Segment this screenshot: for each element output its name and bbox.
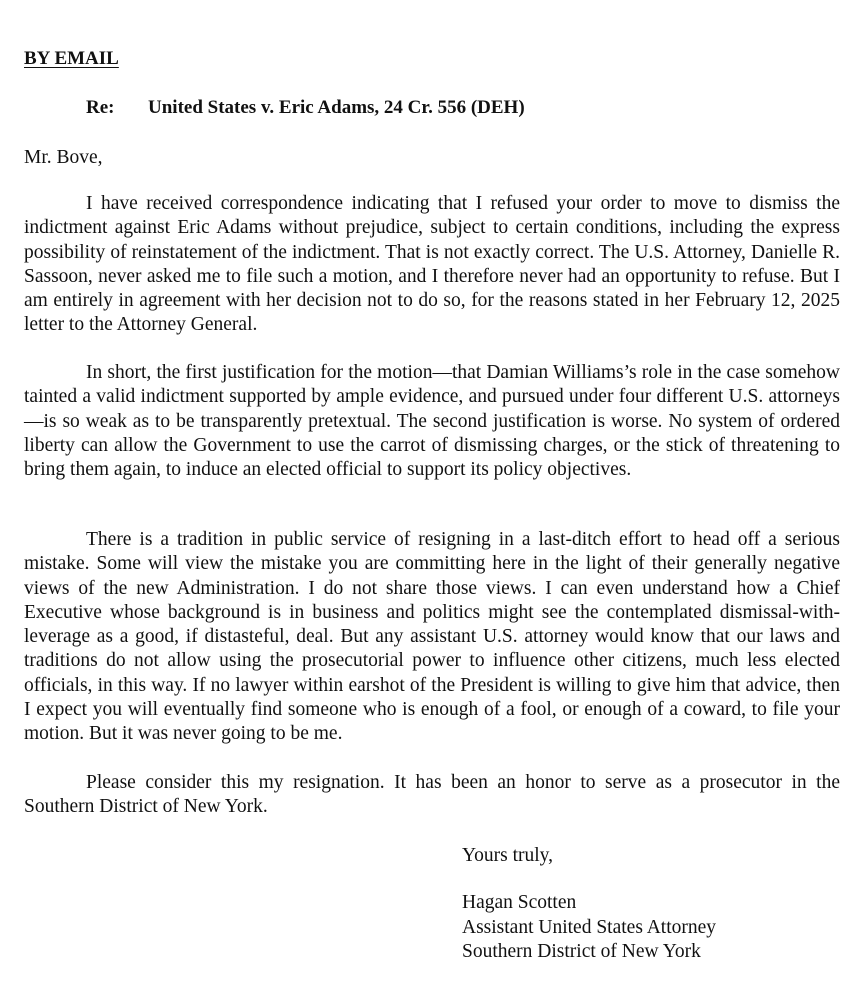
signer-office: Southern District of New York <box>462 941 701 962</box>
signer-name: Hagan Scotten <box>462 892 577 913</box>
body-paragraph-4: Please consider this my resignation. It has been an honor to serve as a prosecutor in the Southern District of New York. <box>24 772 840 818</box>
closing: Yours truly, <box>462 845 554 866</box>
signer-title: Assistant United States Attorney <box>462 916 717 938</box>
body-paragraph-1: I have received correspondence indicating that I refused your order to move to dismiss the indictment against Eric Adams without prejudice, subject to certain conditions, including the express possibility of reinstatement of the indictment. That is not exactly correct. The U.S. Attorney, Danielle R. Sassoon, never asked me to file such a motion, and I therefore never had an opportunity to refuse. But I am entirely in agreement with her decision not to do so, for the reasons stated in her February 12, 2025 letter to the Attorney General. <box>24 193 840 336</box>
salutation: Mr. Bove, <box>24 147 103 168</box>
re-subject: United States v. Eric Adams, 24 Cr. 556 (DEH) <box>148 97 525 118</box>
re-label: Re: <box>86 97 115 118</box>
re-line <box>86 95 525 121</box>
signature-block <box>462 891 716 965</box>
body-paragraph-2: In short, the first justification for the motion—that Damian Williams’s role in the case somehow tainted a valid indictment supported by ample evidence, and pursued under four different U.S. attorneys—is so weak as to be transparently pretextual. The second justification is worse. No system of ordered liberty can allow the Government to use the carrot of dismissing charges, or the stick of threatening to bring them again, to induce an elected official to support its policy objectives. <box>24 362 840 481</box>
body-paragraph-3: There is a tradition in public service of resigning in a last-ditch effort to head off a serious mistake. Some will view the mistake you are committing here in the light of their generally negative views of the new Administration. I do not share those views. I can even understand how a Chief Executive whose background is in business and politics might see the contemplated dismissal-with-leverage as a good, if distasteful, deal. But any assistant U.S. attorney would know that our laws and traditions do not allow using the prosecutorial power to influence other citizens, much less elected officials, in this way. If no lawyer within earshot of the President is willing to give him that advice, then I expect you will eventually find someone who is enough of a fool, or enough of a coward, to file your motion. But it was never going to be me. <box>24 529 840 745</box>
delivery-method: BY EMAIL <box>24 48 119 69</box>
